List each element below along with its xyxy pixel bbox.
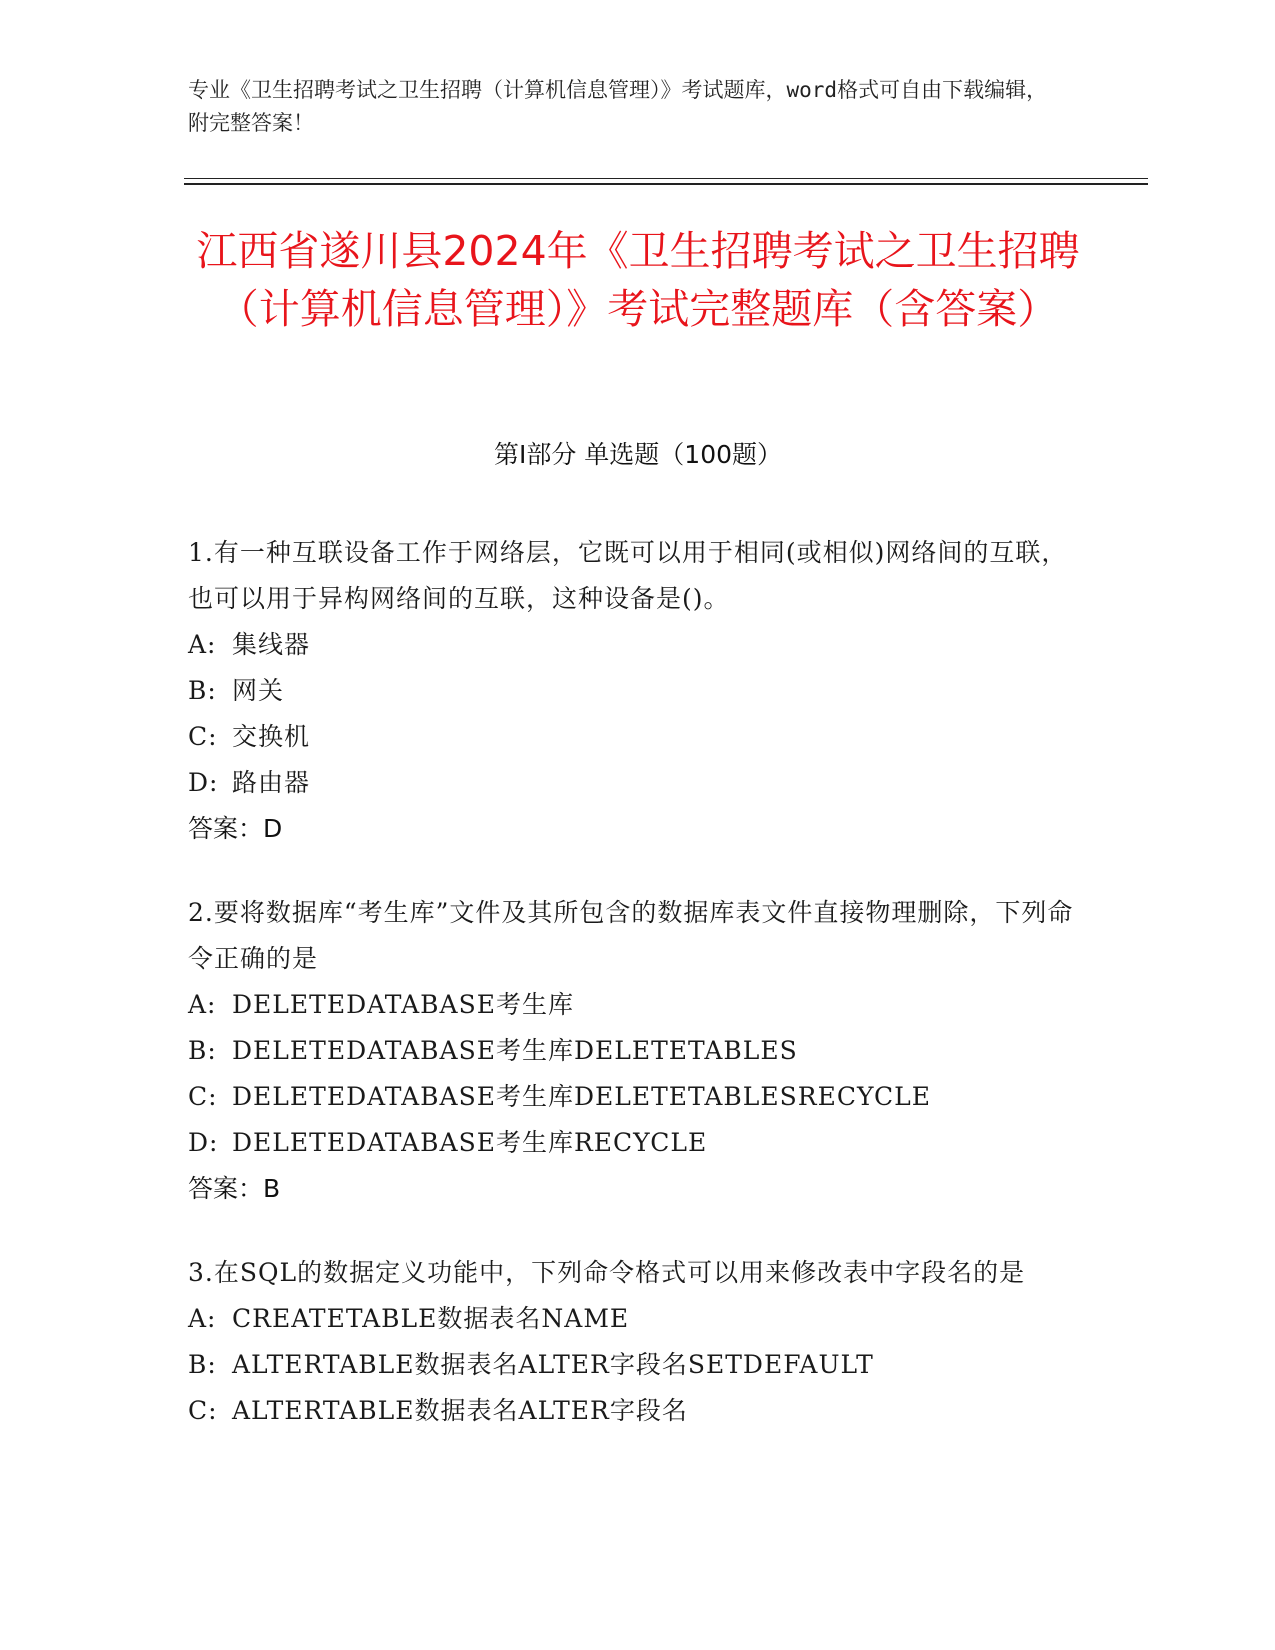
option-text: 交换机: [232, 722, 311, 751]
answer-value: D: [263, 814, 283, 843]
question-1: [188, 530, 1078, 852]
question-3: [188, 1250, 1078, 1434]
option-letter: A:: [188, 630, 217, 659]
option-text: CREATETABLE数据表名NAME: [232, 1304, 630, 1333]
option-letter: A:: [188, 990, 217, 1019]
document-title: 江西省遂川县2024年《卫生招聘考试之卫生招聘（计算机信息管理）》考试完整题库（含答案）: [196, 227, 1080, 333]
option-text: 集线器: [232, 630, 311, 659]
answer-prefix: 答案：: [188, 814, 264, 843]
question-list: [188, 530, 1078, 1472]
option-letter: A:: [188, 1304, 217, 1333]
option-letter: C:: [188, 722, 218, 751]
option-a: [188, 622, 1078, 668]
option-text: ALTERTABLE数据表名ALTER字段名: [232, 1396, 688, 1425]
option-letter: B:: [188, 676, 217, 705]
option-a: [188, 1296, 1078, 1342]
option-b: [188, 1028, 1078, 1074]
option-letter: D:: [188, 1128, 219, 1157]
option-c: [188, 714, 1078, 760]
question-2: [188, 890, 1078, 1212]
option-text: DELETEDATABASE考生库DELETETABLES: [232, 1036, 798, 1065]
option-letter: C:: [188, 1396, 218, 1425]
option-c: [188, 1388, 1078, 1434]
option-b: [188, 668, 1078, 714]
question-stem: 1.有一种互联设备工作于网络层，它既可以用于相同(或相似)网络间的互联，也可以用于异构网络间的互联，这种设备是()。: [188, 538, 1068, 613]
option-letter: D:: [188, 768, 219, 797]
option-text: ALTERTABLE数据表名ALTER字段名SETDEFAULT: [232, 1350, 874, 1379]
option-a: [188, 982, 1078, 1028]
option-c: [188, 1074, 1078, 1120]
answer-prefix: 答案：: [188, 1174, 264, 1203]
question-stem: 2.要将数据库“考生库”文件及其所包含的数据库表文件直接物理删除，下列命令正确的是: [188, 898, 1074, 973]
option-letter: B:: [188, 1350, 217, 1379]
question-stem: 3.在SQL的数据定义功能中，下列命令格式可以用来修改表中字段名的是: [188, 1258, 1026, 1287]
option-text: DELETEDATABASE考生库DELETETABLESRECYCLE: [232, 1082, 931, 1111]
answer-line: [188, 1166, 1078, 1212]
option-letter: C:: [188, 1082, 218, 1111]
option-d: [188, 1120, 1078, 1166]
answer-line: [188, 806, 1078, 852]
option-letter: B:: [188, 1036, 217, 1065]
header-rule-thin: [184, 178, 1148, 179]
header-rule-thick: [184, 183, 1148, 185]
option-d: [188, 760, 1078, 806]
section-heading: 第I部分 单选题（100题）: [493, 440, 783, 469]
option-text: 路由器: [232, 768, 311, 797]
option-text: 网关: [232, 676, 285, 705]
answer-value: B: [263, 1174, 281, 1203]
option-text: DELETEDATABASE考生库: [232, 990, 574, 1019]
header-note: 专业《卫生招聘考试之卫生招聘（计算机信息管理）》考试题库，word格式可自由下载编辑，附完整答案！: [188, 78, 1048, 135]
option-b: [188, 1342, 1078, 1388]
option-text: DELETEDATABASE考生库RECYCLE: [232, 1128, 708, 1157]
